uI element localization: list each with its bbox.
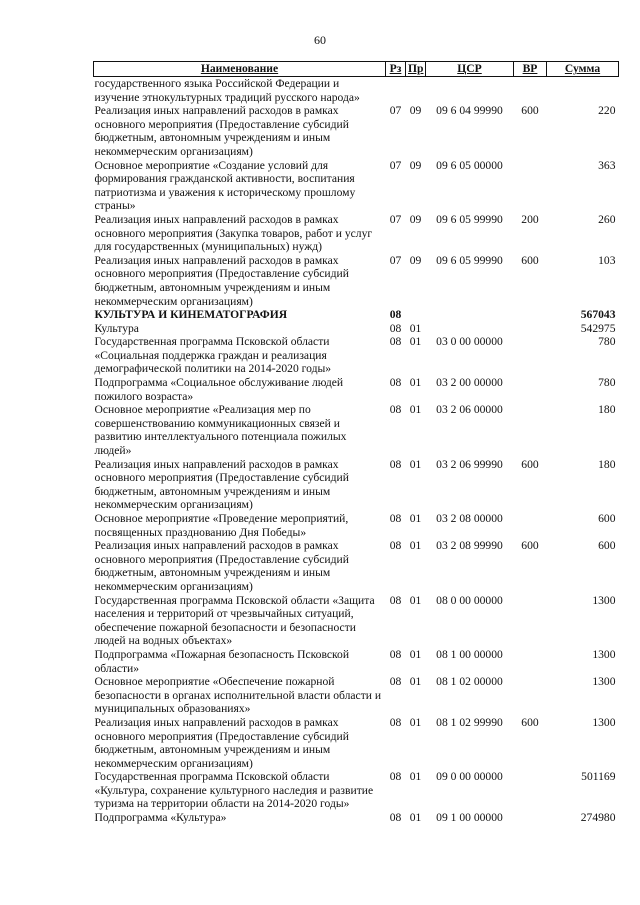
row-pr: 09 <box>409 253 422 267</box>
table-row <box>94 594 619 648</box>
row-sum: 542975 <box>580 321 616 335</box>
header-csr: ЦСР <box>426 62 514 77</box>
header-pr: Пр <box>406 62 426 77</box>
row-csr: 09 1 00 00000 <box>436 811 503 825</box>
row-csr: 08 0 00 00000 <box>436 593 503 607</box>
row-pr: 01 <box>409 647 422 661</box>
row-name: Основное мероприятие «Реализация мер по совершенствованию коммуникационных связей и развитию интеллектуального потенциала пожилых людей» <box>94 403 347 458</box>
budget-table <box>93 61 619 825</box>
row-name: Основное мероприятие «Создание условий для формирования гражданской активности, воспитания патриотизма и уважения к историческому прошлому страны» <box>94 158 356 213</box>
row-rz: 07 <box>389 212 402 226</box>
row-vr <box>514 648 547 675</box>
table-row <box>94 811 619 825</box>
row-name: Культура <box>94 321 139 335</box>
row-pr: 01 <box>409 675 422 689</box>
header-rz: Рз <box>386 62 406 77</box>
row-csr: 03 2 00 00000 <box>436 376 503 390</box>
header-name: Наименование <box>94 62 386 77</box>
row-rz: 08 <box>389 647 402 661</box>
row-sum: 567043 <box>580 308 616 322</box>
row-pr: 01 <box>409 539 422 553</box>
row-vr <box>514 811 547 825</box>
table-row <box>94 104 619 158</box>
row-pr: 01 <box>409 376 422 390</box>
table-row <box>94 159 619 213</box>
row-vr <box>514 376 547 403</box>
row-name: Реализация иных направлений расходов в рамках основного мероприятия (Предоставление субсидий бюджетным, автономным учреждениям и иным некоммерческим организациям) <box>94 715 349 770</box>
row-pr: 09 <box>409 158 422 172</box>
row-rz: 08 <box>389 376 402 390</box>
row-sum: 1300 <box>592 715 616 729</box>
table-header-row <box>94 62 619 77</box>
row-rz: 08 <box>389 770 402 784</box>
row-sum: 363 <box>598 158 616 172</box>
row-sum: 780 <box>598 335 616 349</box>
row-vr <box>514 675 547 716</box>
table-row <box>94 376 619 403</box>
row-vr <box>514 77 547 105</box>
table-row <box>94 213 619 254</box>
row-sum: 1300 <box>592 593 616 607</box>
row-rz: 08 <box>389 593 402 607</box>
row-pr: 01 <box>409 457 422 471</box>
row-sum: 180 <box>598 457 616 471</box>
table-row <box>94 254 619 308</box>
row-vr: 600 <box>521 539 539 553</box>
row-vr: 600 <box>521 104 539 118</box>
row-vr <box>514 770 547 811</box>
row-pr: 01 <box>409 512 422 525</box>
row-vr: 200 <box>521 212 539 226</box>
table-row <box>94 77 619 105</box>
row-name: Подпрограмма «Культура» <box>94 811 227 825</box>
row-rz: 08 <box>389 675 402 689</box>
row-vr <box>514 403 547 457</box>
row-pr <box>406 77 426 105</box>
table-row <box>94 403 619 457</box>
row-name: Государственная программа Псковской области «Социальная поддержка граждан и реализация демографической политики на 2014-2020 годы» <box>94 335 332 376</box>
row-rz: 08 <box>389 457 402 471</box>
row-pr: 01 <box>409 335 422 349</box>
row-csr: 03 2 08 00000 <box>436 512 503 525</box>
row-vr <box>514 308 547 322</box>
row-pr: 01 <box>409 403 422 417</box>
table-row <box>94 458 619 512</box>
row-csr: 09 6 05 00000 <box>436 158 503 172</box>
row-sum: 780 <box>598 376 616 390</box>
table-row <box>94 648 619 675</box>
row-vr: 600 <box>521 715 539 729</box>
row-pr: 01 <box>409 715 422 729</box>
row-csr: 09 6 05 99990 <box>436 212 503 226</box>
row-csr <box>426 77 514 105</box>
table-row <box>94 770 619 811</box>
row-pr <box>406 308 426 322</box>
row-name: Государственная программа Псковской области «Защита населения и территорий от чрезвычайных ситуаций, обеспечение пожарной безопасности и безопасности людей на водных объектах» <box>94 593 375 648</box>
row-pr: 01 <box>409 593 422 607</box>
table-row <box>94 675 619 716</box>
row-sum: 260 <box>598 212 616 226</box>
page-number: 60 <box>314 33 326 47</box>
header-sum: Сумма <box>547 62 619 77</box>
row-csr: 08 1 02 00000 <box>436 675 503 689</box>
section-row <box>94 308 619 322</box>
row-rz: 08 <box>389 715 402 729</box>
row-rz: 08 <box>389 512 402 525</box>
row-sum: 1300 <box>592 647 616 661</box>
table-row <box>94 335 619 376</box>
row-csr: 09 6 05 99990 <box>436 253 503 267</box>
row-csr <box>426 308 514 322</box>
row-name: Подпрограмма «Социальное обслуживание людей пожилого возраста» <box>94 376 344 403</box>
row-name: Государственная программа Псковской области «Культура, сохранение культурного наследия и развитие туризма на территории области на 2014-2020 годы» <box>94 770 374 811</box>
row-rz <box>386 77 406 105</box>
row-rz: 08 <box>389 321 402 335</box>
row-vr: 600 <box>521 253 539 267</box>
row-csr: 09 6 04 99990 <box>436 104 503 118</box>
row-name: Реализация иных направлений расходов в рамках основного мероприятия (Предоставление субсидий бюджетным, автономным учреждениям и иным некоммерческим организациям) <box>94 253 349 308</box>
row-rz: 08 <box>389 403 402 417</box>
row-pr: 09 <box>409 212 422 226</box>
row-name: Реализация иных направлений расходов в рамках основного мероприятия (Закупка товаров, работ и услуг для государственных (муниципальных) нужд) <box>94 212 373 254</box>
row-name: Реализация иных направлений расходов в рамках основного мероприятия (Предоставление субсидий бюджетным, автономным учреждениям и иным некоммерческим организациям) <box>94 539 349 593</box>
row-vr <box>514 594 547 648</box>
row-csr <box>426 322 514 336</box>
row-rz: 07 <box>389 253 402 267</box>
row-rz: 08 <box>389 539 402 553</box>
row-vr <box>514 159 547 213</box>
table-row <box>94 512 619 539</box>
row-rz: 08 <box>389 811 402 825</box>
row-pr: 01 <box>409 770 422 784</box>
row-vr <box>514 335 547 376</box>
row-csr: 08 1 02 99990 <box>436 715 503 729</box>
row-csr: 03 2 06 99990 <box>436 457 503 471</box>
row-sum: 600 <box>598 539 616 553</box>
row-csr: 03 2 08 99990 <box>436 539 503 553</box>
row-sum: 180 <box>598 403 616 417</box>
row-csr: 09 0 00 00000 <box>436 770 503 784</box>
row-sum: 103 <box>598 253 616 267</box>
table-row <box>94 322 619 336</box>
row-sum: 600 <box>598 512 616 525</box>
row-name: Реализация иных направлений расходов в рамках основного мероприятия (Предоставление субсидий бюджетным, автономным учреждениям и иным некоммерческим организациям) <box>94 104 349 158</box>
row-name: Основное мероприятие «Обеспечение пожарной безопасности в органах исполнительной власти области и муниципальных образованиях» <box>94 675 382 716</box>
table-body <box>94 77 619 825</box>
row-sum: 220 <box>598 104 616 118</box>
row-rz: 07 <box>389 158 402 172</box>
row-name: КУЛЬТУРА И КИНЕМАТОГРАФИЯ <box>94 308 288 322</box>
row-sum <box>547 77 619 105</box>
table-row <box>94 716 619 770</box>
row-sum: 1300 <box>592 675 616 689</box>
row-pr: 01 <box>409 811 422 825</box>
table-row <box>94 539 619 593</box>
row-sum: 274980 <box>580 811 616 825</box>
row-vr <box>514 322 547 336</box>
row-rz: 08 <box>389 335 402 349</box>
row-name: Подпрограмма «Пожарная безопасность Псковской области» <box>94 647 350 675</box>
header-vr: ВР <box>514 62 547 77</box>
row-csr: 03 0 00 00000 <box>436 335 503 349</box>
row-name: государственного языка Российской Федерации и изучение этнокультурных традиций русского народа» <box>94 77 360 104</box>
row-vr <box>514 512 547 539</box>
row-csr: 03 2 06 00000 <box>436 403 503 417</box>
row-name: Основное мероприятие «Проведение мероприятий, посвященных празднованию Дня Победы» <box>94 512 349 539</box>
row-vr: 600 <box>521 457 539 471</box>
row-pr: 01 <box>409 321 422 335</box>
row-rz: 08 <box>389 308 402 322</box>
row-name: Реализация иных направлений расходов в рамках основного мероприятия (Предоставление субсидий бюджетным, автономным учреждениям и иным некоммерческим организациям) <box>94 457 349 512</box>
row-pr: 09 <box>409 104 422 118</box>
row-csr: 08 1 00 00000 <box>436 647 503 661</box>
row-sum: 501169 <box>581 770 616 784</box>
row-rz: 07 <box>389 104 402 118</box>
